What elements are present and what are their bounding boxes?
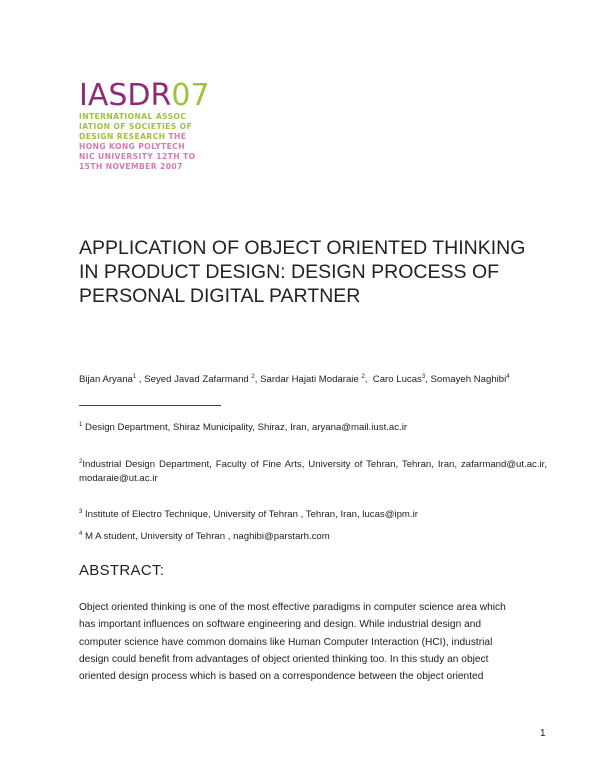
footnote-3: $^3$ Institute of Electro Technique, University of Tehran , Tehran, Iran, lucas@ipm.ir (79, 508, 418, 520)
abstract-line: has important influences on software engineering and design. While industrial design and (79, 619, 482, 631)
author-list (79, 374, 510, 385)
author-affiliation-mark: 4 (506, 373, 510, 380)
footnote-divider (79, 405, 221, 406)
author-name: Sardar Hajati Modaraie (260, 374, 362, 385)
logo-tagline-line (79, 142, 209, 152)
author-affiliation-mark: 2 (251, 373, 255, 380)
logo-tagline-segment: 15TH NOVEMBER 2007 (79, 162, 183, 171)
author-separator: , (425, 374, 431, 385)
logo-tagline-segment: THE (168, 132, 187, 141)
title-line: APPLICATION OF OBJECT ORIENTED THINKING (79, 237, 526, 259)
author-affiliation-mark: 1 (132, 373, 137, 380)
author-affiliation-mark: 2 (361, 373, 365, 380)
footnote-2: $^2$Industrial Design Department, Faculty of Fine Arts, University of Tehran, Tehran, Iran, zafarmand@ut.ac.ir, modaraie@ut.ac.ir (79, 458, 547, 484)
footnote-1: $^1$ Design Department, Shiraz Municipality, Shiraz, Iran, aryana@mail.iust.ac.ir (79, 421, 408, 433)
logo-tagline-line (79, 162, 209, 172)
logo-tagline-segment: INTERNATIONAL ASSOC (79, 112, 187, 121)
author-separator: , (136, 374, 145, 385)
author-name: Somayeh Naghibi (430, 374, 507, 385)
logo-tagline-segment: NIC UNIVERSITY 12TH TO (79, 152, 196, 161)
author-separator: , (364, 374, 373, 385)
logo-tagline-line (79, 132, 209, 142)
author-name: Caro Lucas (372, 374, 422, 385)
abstract-line: computer science have common domains like Human Computer Interaction (HCI), industrial (79, 636, 493, 648)
title-line: IN PRODUCT DESIGN: DESIGN PROCESS OF (79, 261, 500, 283)
logo-tagline-line (79, 152, 209, 162)
abstract-line: Object oriented thinking is one of the most effective paradigms in computer science area which (79, 602, 506, 613)
logo-tagline-segment: HONG KONG POLYTECH (79, 142, 185, 151)
author-name: Seyed Javad Zafarmand (144, 374, 252, 385)
abstract-heading: ABSTRACT: (79, 562, 165, 579)
footnote-4: $^4$ M A student, University of Tehran , naghibi@parstarh.com (79, 530, 330, 542)
logo-tagline (79, 112, 209, 172)
abstract-line: design could benefit from advantages of object oriented thinking too. In this study an object (79, 653, 489, 665)
page-number: 1 (540, 728, 546, 739)
logo-tagline-line (79, 112, 209, 122)
abstract-body (79, 599, 549, 685)
author-affiliation-mark: 3 (421, 373, 426, 380)
paper-title (79, 236, 549, 308)
title-line: PERSONAL DIGITAL PARTNER (79, 285, 361, 307)
logo-tagline-segment: DESIGN RESEARCH (79, 132, 169, 141)
author-separator: , (254, 374, 261, 385)
abstract-line: oriented design process which is based on a correspondence between the object oriented (79, 671, 484, 683)
logo-wordmark: IASDR07 (79, 78, 210, 113)
logo-tagline-segment: IATION OF SOCIETIES OF (79, 122, 193, 131)
author-name: Bijan Aryana (79, 374, 133, 385)
logo-tagline-line (79, 122, 209, 132)
conference-logo (79, 78, 210, 172)
